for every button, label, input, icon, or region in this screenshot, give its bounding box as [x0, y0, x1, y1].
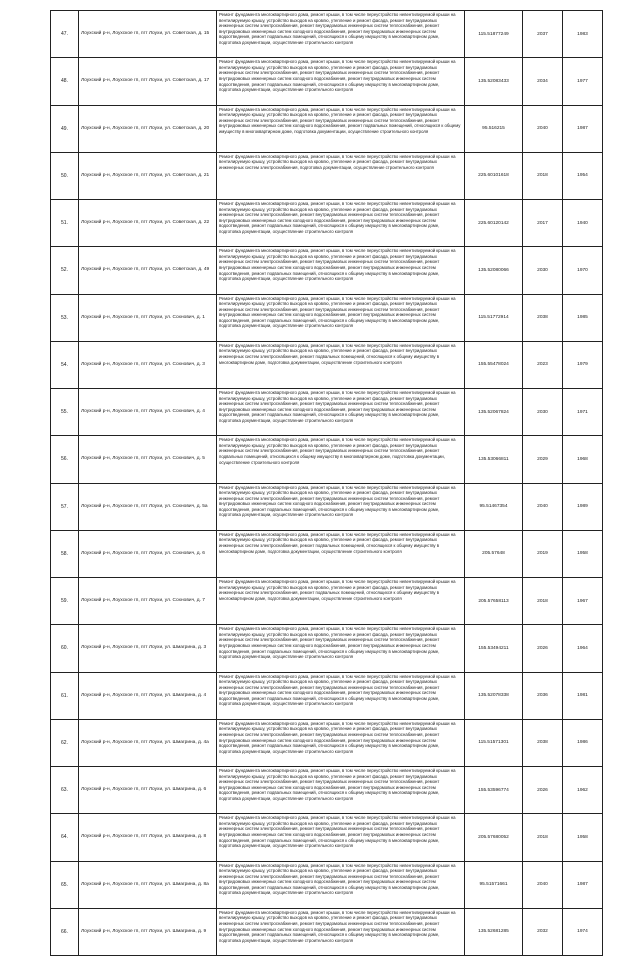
construction-year: 1964 [563, 625, 603, 672]
planned-year: 2029 [523, 436, 563, 483]
house-address: Лоухский р-н, Лоухское гп, пгт Лоухи, ул. Сохнович, д. 5а [79, 483, 217, 530]
house-address: Лоухский р-н, Лоухское гп, пгт Лоухи, ул. Шмагрина, д. 4а [79, 719, 217, 766]
planned-year: 2032 [523, 908, 563, 955]
table-row [51, 625, 603, 672]
repair-cost: 95.51467354 [465, 483, 523, 530]
table-row [51, 530, 603, 577]
table-row [51, 152, 603, 199]
table-row [51, 341, 603, 388]
repair-works: Ремонт фундамента многоквартирного дома, ремонт крыши, в том числе переустройство невентилируемой крыши на вентилируемую крышу, устройство выходов на кровлю, утепление и ремонт фасада, ремонт внутридомовых инженерных систем электроснабжения, ремонт подвальных помещений, относящихся к общему имуществу в многоквартирном доме, подготовка документации, осуществление строительного контроля [217, 341, 465, 388]
house-address: Лоухский р-н, Лоухское гп, пгт Лоухи, ул. Шмагрина, д. 4 [79, 672, 217, 719]
repair-works: Ремонт фундамента многоквартирного дома, ремонт крыши, в том числе переустройство невентилируемой крыши на вентилируемую крышу, устройство выходов на кровлю, утепление и ремонт фасада, ремонт внутридомовых инженерных систем электроснабжения, ремонт внутридомовых инженерных систем теплоснабжения, ремонт внутридомовых инженерных систем холодного водоснабжения, ремонт внутридомовых инженерных систем водоотведения, ремонт подвальных помещений, относящихся к общему имуществу в многоквартирном доме, подготовка документации, осуществление строительного контроля [217, 247, 465, 294]
repair-works: Ремонт фундамента многоквартирного дома, ремонт крыши, в том числе переустройство невентилируемой крыши на вентилируемую крышу, устройство выходов на кровлю, утепление и ремонт фасада, ремонт внутридомовых инженерных систем электроснабжения, ремонт внутридомовых инженерных систем теплоснабжения, ремонт внутридомовых инженерных систем холодного водоснабжения, ремонт внутридомовых инженерных систем водоотведения, ремонт подвальных помещений, относящихся к общему имуществу в многоквартирном доме, подготовка документации, осуществление строительного контроля [217, 908, 465, 955]
table-body [51, 11, 603, 956]
repair-cost: 225.60101618 [465, 152, 523, 199]
row-number: 55. [51, 389, 79, 436]
repair-works: Ремонт фундамента многоквартирного дома, ремонт крыши, в том числе переустройство невентилируемой крыши на вентилируемую крышу, устройство выходов на кровлю, утепление и ремонт фасада, ремонт внутридомовых инженерных систем электроснабжения, ремонт внутридомовых инженерных систем теплоснабжения, ремонт внутридомовых инженерных систем холодного водоснабжения, ремонт внутридомовых инженерных систем водоотведения, ремонт подвальных помещений, относящихся к общему имуществу в многоквартирном доме, подготовка документации, осуществление строительного контроля [217, 11, 465, 58]
repair-cost: 225.60120142 [465, 200, 523, 247]
row-number: 61. [51, 672, 79, 719]
row-number: 53. [51, 294, 79, 341]
planned-year: 2018 [523, 152, 563, 199]
table-row [51, 247, 603, 294]
row-number: 51. [51, 200, 79, 247]
planned-year: 2040 [523, 483, 563, 530]
repair-works: Ремонт фундамента многоквартирного дома, ремонт крыши, в том числе переустройство невентилируемой крыши на вентилируемую крышу, устройство выходов на кровлю, утепление и ремонт фасада, ремонт внутридомовых инженерных систем электроснабжения, ремонт внутридомовых инженерных систем теплоснабжения, ремонт внутридомовых инженерных систем холодного водоснабжения, ремонт внутридомовых инженерных систем водоотведения, ремонт подвальных помещений, относящихся к общему имуществу в многоквартирном доме, подготовка документации, осуществление строительного контроля [217, 861, 465, 908]
repair-cost: 155.53494211 [465, 625, 523, 672]
repair-cost: 135.52080066 [465, 247, 523, 294]
row-number: 65. [51, 861, 79, 908]
planned-year: 2023 [523, 341, 563, 388]
row-number: 49. [51, 105, 79, 152]
repair-works: Ремонт фундамента многоквартирного дома, ремонт крыши, в том числе переустройство невентилируемой крыши на вентилируемую крышу, устройство выходов на кровлю, утепление и ремонт фасада, ремонт внутридомовых инженерных систем электроснабжения, ремонт внутридомовых инженерных систем теплоснабжения, ремонт внутридомовых инженерных систем холодного водоснабжения, ремонт внутридомовых инженерных систем водоотведения, ремонт подвальных помещений, относящихся к общему имуществу в многоквартирном доме, подготовка документации, осуществление строительного контроля [217, 672, 465, 719]
table-row [51, 483, 603, 530]
construction-year: 1968 [563, 436, 603, 483]
repair-cost: 135.52681285 [465, 908, 523, 955]
table-row [51, 11, 603, 58]
construction-year: 1962 [563, 767, 603, 814]
row-number: 50. [51, 152, 79, 199]
planned-year: 2018 [523, 578, 563, 625]
repair-works: Ремонт фундамента многоквартирного дома, ремонт крыши, в том числе переустройство невентилируемой крыши на вентилируемую крышу, устройство выходов на кровлю, утепление и ремонт фасада, ремонт внутридомовых инженерных систем электроснабжения, ремонт подвальных помещений, относящихся к общему имуществу в многоквартирном доме, подготовка документации, осуществление строительного контроля [217, 578, 465, 625]
planned-year: 2036 [523, 672, 563, 719]
house-address: Лоухский р-н, Лоухское гп, пгт Лоухи, ул. Советская, д. 49 [79, 247, 217, 294]
table-row [51, 294, 603, 341]
construction-year: 1958 [563, 814, 603, 861]
construction-year: 1987 [563, 105, 603, 152]
house-address: Лоухский р-н, Лоухское гп, пгт Лоухи, ул. Шмагрина, д. 9 [79, 908, 217, 955]
row-number: 57. [51, 483, 79, 530]
house-address: Лоухский р-н, Лоухское гп, пгт Лоухи, ул. Советская, д. 15 [79, 11, 217, 58]
table-row [51, 200, 603, 247]
house-address: Лоухский р-н, Лоухское гп, пгт Лоухи, ул. Шмагрина, д. 6 [79, 767, 217, 814]
planned-year: 2017 [523, 200, 563, 247]
repair-works: Ремонт фундамента многоквартирного дома, ремонт крыши, в том числе переустройство невентилируемой крыши на вентилируемую крышу, устройство выходов на кровлю, утепление и ремонт фасада, ремонт внутридомовых инженерных систем электроснабжения, ремонт внутридомовых инженерных систем теплоснабжения, ремонт внутридомовых инженерных систем холодного водоснабжения, ремонт внутридомовых инженерных систем водоотведения, ремонт подвальных помещений, относящихся к общему имуществу в многоквартирном доме, подготовка документации, осуществление строительного контроля [217, 200, 465, 247]
planned-year: 2034 [523, 58, 563, 105]
repair-cost: 95.516215 [465, 105, 523, 152]
construction-year: 1967 [563, 578, 603, 625]
construction-year: 1983 [563, 11, 603, 58]
repair-cost: 95.51571661 [465, 861, 523, 908]
house-address: Лоухский р-н, Лоухское гп, пгт Лоухи, ул. Шмагрина, д. 3 [79, 625, 217, 672]
table-row [51, 672, 603, 719]
row-number: 64. [51, 814, 79, 861]
planned-year: 2030 [523, 247, 563, 294]
repair-works: Ремонт фундамента многоквартирного дома, ремонт крыши, в том числе переустройство невентилируемой крыши на вентилируемую крышу, устройство выходов на кровлю, утепление и ремонт фасада, ремонт внутридомовых инженерных систем электроснабжения, ремонт внутридомовых инженерных систем теплоснабжения, ремонт внутридомовых инженерных систем холодного водоснабжения, ремонт внутридомовых инженерных систем водоотведения, ремонт подвальных помещений, относящихся к общему имуществу в многоквартирном доме, подготовка документации, осуществление строительного контроля [217, 719, 465, 766]
planned-year: 2018 [523, 814, 563, 861]
capital-repair-table [50, 10, 603, 956]
repair-works: Ремонт фундамента многоквартирного дома, ремонт крыши, в том числе переустройство невентилируемой крыши на вентилируемую крышу, устройство выходов на кровлю, утепление и ремонт фасада, ремонт внутридомовых инженерных систем электроснабжения, ремонт внутридомовых инженерных систем теплоснабжения, ремонт внутридомовых инженерных систем холодного водоснабжения, ремонт внутридомовых инженерных систем водоотведения, ремонт подвальных помещений, относящихся к общему имуществу в многоквартирном доме, подготовка документации, осуществление строительного контроля [217, 294, 465, 341]
house-address: Лоухский р-н, Лоухское гп, пгт Лоухи, ул. Шмагрина, д. 8а [79, 861, 217, 908]
row-number: 54. [51, 341, 79, 388]
repair-cost: 205.57658113 [465, 578, 523, 625]
row-number: 63. [51, 767, 79, 814]
house-address: Лоухский р-н, Лоухское гп, пгт Лоухи, ул. Советская, д. 22 [79, 200, 217, 247]
house-address: Лоухский р-н, Лоухское гп, пгт Лоухи, ул. Сохнович, д. 3 [79, 341, 217, 388]
construction-year: 1977 [563, 58, 603, 105]
planned-year: 2030 [523, 389, 563, 436]
house-address: Лоухский р-н, Лоухское гп, пгт Лоухи, ул. Сохнович, д. 1 [79, 294, 217, 341]
construction-year: 1985 [563, 294, 603, 341]
table-row [51, 105, 603, 152]
house-address: Лоухский р-н, Лоухское гп, пгт Лоухи, ул. Сохнович, д. 5 [79, 436, 217, 483]
repair-cost: 155.53596774 [465, 767, 523, 814]
repair-cost: 205.57648 [465, 530, 523, 577]
construction-year: 1970 [563, 247, 603, 294]
repair-works: Ремонт фундамента многоквартирного дома, ремонт крыши, в том числе переустройство невентилируемой крыши на вентилируемую крышу, устройство выходов на кровлю, утепление и ремонт фасада, ремонт внутридомовых инженерных систем электроснабжения, ремонт внутридомовых инженерных систем теплоснабжения, ремонт внутридомовых инженерных систем холодного водоснабжения, ремонт внутридомовых инженерных систем водоотведения, ремонт подвальных помещений, относящихся к общему имуществу в многоквартирном доме, подготовка документации, осуществление строительного контроля [217, 767, 465, 814]
repair-cost: 115.51571301 [465, 719, 523, 766]
repair-works: Ремонт фундамента многоквартирного дома, ремонт крыши, в том числе переустройство невентилируемой крыши на вентилируемую крышу, устройство выходов на кровлю, утепление и ремонт фасада, ремонт внутридомовых инженерных систем электроснабжения, ремонт внутридомовых инженерных систем теплоснабжения, ремонт подвальных помещений, относящихся к общему имуществу в многоквартирном доме, подготовка документации, осуществление строительного контроля [217, 436, 465, 483]
house-address: Лоухский р-н, Лоухское гп, пгт Лоухи, ул. Сохнович, д. 6 [79, 530, 217, 577]
repair-works: Ремонт фундамента многоквартирного дома, ремонт крыши, в том числе переустройство невентилируемой крыши на вентилируемую крышу, устройство выходов на кровлю, утепление и ремонт фасада, ремонт внутридомовых инженерных систем электроснабжения, ремонт подвальных помещений, относящихся к общему имуществу в многоквартирном доме, подготовка документации, осуществление строительного контроля [217, 530, 465, 577]
row-number: 66. [51, 908, 79, 955]
repair-cost: 155.55478024 [465, 341, 523, 388]
row-number: 60. [51, 625, 79, 672]
table-row [51, 58, 603, 105]
house-address: Лоухский р-н, Лоухское гп, пгт Лоухи, ул. Шмагрина, д. 8 [79, 814, 217, 861]
table-row [51, 389, 603, 436]
row-number: 62. [51, 719, 79, 766]
repair-cost: 135.52067824 [465, 389, 523, 436]
construction-year: 1979 [563, 341, 603, 388]
planned-year: 2026 [523, 625, 563, 672]
house-address: Лоухский р-н, Лоухское гп, пгт Лоухи, ул. Советская, д. 21 [79, 152, 217, 199]
row-number: 52. [51, 247, 79, 294]
repair-works: Ремонт фундамента многоквартирного дома, ремонт крыши, в том числе переустройство невентилируемой крыши на вентилируемую крышу, устройство выходов на кровлю, утепление и ремонт фасада, ремонт внутридомовых инженерных систем электроснабжения, ремонт внутридомовых инженерных систем теплоснабжения, ремонт внутридомовых инженерных систем холодного водоснабжения, ремонт внутридомовых инженерных систем водоотведения, ремонт подвальных помещений, относящихся к общему имуществу в многоквартирном доме, подготовка документации, осуществление строительного контроля [217, 814, 465, 861]
table-row [51, 908, 603, 955]
table-row [51, 767, 603, 814]
planned-year: 2026 [523, 767, 563, 814]
repair-works: Ремонт фундамента многоквартирного дома, ремонт крыши, в том числе переустройство невентилируемой крыши на вентилируемую крышу, устройство выходов на кровлю, утепление и ремонт фасада, ремонт внутридомовых инженерных систем электроснабжения, ремонт внутридомовых инженерных систем теплоснабжения, ремонт внутридомовых инженерных систем холодного водоснабжения, ремонт внутридомовых инженерных систем водоотведения, ремонт подвальных помещений, относящихся к общему имуществу в многоквартирном доме, подготовка документации, осуществление строительного контроля [217, 483, 465, 530]
construction-year: 1954 [563, 152, 603, 199]
table-row [51, 719, 603, 766]
construction-year: 1981 [563, 672, 603, 719]
repair-works: Ремонт фундамента многоквартирного дома, ремонт крыши, в том числе переустройство невентилируемой крыши на вентилируемую крышу, устройство выходов на кровлю, утепление и ремонт фасада, ремонт внутридомовых инженерных систем электроснабжения, ремонт внутридомовых инженерных систем теплоснабжения, ремонт внутридомовых инженерных систем холодного водоснабжения, ремонт внутридомовых инженерных систем водоотведения, ремонт подвальных помещений, относящихся к общему имуществу в многоквартирном доме, подготовка документации, осуществление строительного контроля [217, 389, 465, 436]
construction-year: 1971 [563, 389, 603, 436]
house-address: Лоухский р-н, Лоухское гп, пгт Лоухи, ул. Сохнович, д. 7 [79, 578, 217, 625]
row-number: 48. [51, 58, 79, 105]
planned-year: 2038 [523, 294, 563, 341]
planned-year: 2038 [523, 719, 563, 766]
house-address: Лоухский р-н, Лоухское гп, пгт Лоухи, ул. Советская, д. 17 [79, 58, 217, 105]
repair-cost: 115.51772914 [465, 294, 523, 341]
construction-year: 1974 [563, 908, 603, 955]
repair-works: Ремонт фундамента многоквартирного дома, ремонт крыши, в том числе переустройство невентилируемой крыши на вентилируемую крышу, устройство выходов на кровлю, утепление и ремонт фасада, ремонт внутридомовых инженерных систем электроснабжения, подготовка документации, осуществление строительного контроля [217, 152, 465, 199]
document-page [50, 10, 602, 943]
repair-works: Ремонт фундамента многоквартирного дома, ремонт крыши, в том числе переустройство невентилируемой крыши на вентилируемую крышу, устройство выходов на кровлю, утепление и ремонт фасада, ремонт внутридомовых инженерных систем электроснабжения, ремонт внутридомовых инженерных систем теплоснабжения, ремонт внутридомовых инженерных систем холодного водоснабжения, ремонт внутридомовых инженерных систем водоотведения, ремонт подвальных помещений, относящихся к общему имуществу в многоквартирном доме, подготовка документации, осуществление строительного контроля [217, 625, 465, 672]
construction-year: 1989 [563, 483, 603, 530]
planned-year: 2019 [523, 530, 563, 577]
table-row [51, 814, 603, 861]
planned-year: 2040 [523, 105, 563, 152]
table-row [51, 861, 603, 908]
row-number: 59. [51, 578, 79, 625]
construction-year: 1958 [563, 530, 603, 577]
repair-cost: 135.52083433 [465, 58, 523, 105]
repair-works: Ремонт фундамента многоквартирного дома, ремонт крыши, в том числе переустройство невентилируемой крыши на вентилируемую крышу, устройство выходов на кровлю, утепление и ремонт фасада, ремонт внутридомовых инженерных систем электроснабжения, ремонт внутридомовых инженерных систем теплоснабжения, ремонт внутридомовых инженерных систем холодного водоснабжения, ремонт внутридомовых инженерных систем водоотведения, ремонт подвальных помещений, относящихся к общему имуществу в многоквартирном доме, подготовка документации, осуществление строительного контроля [217, 58, 465, 105]
planned-year: 2037 [523, 11, 563, 58]
construction-year: 1940 [563, 200, 603, 247]
repair-cost: 135.53066811 [465, 436, 523, 483]
row-number: 58. [51, 530, 79, 577]
repair-cost: 115.51877249 [465, 11, 523, 58]
row-number: 47. [51, 11, 79, 58]
construction-year: 1987 [563, 861, 603, 908]
construction-year: 1986 [563, 719, 603, 766]
table-row [51, 578, 603, 625]
house-address: Лоухский р-н, Лоухское гп, пгт Лоухи, ул. Сохнович, д. 4 [79, 389, 217, 436]
house-address: Лоухский р-н, Лоухское гп, пгт Лоухи, ул. Советская, д. 20 [79, 105, 217, 152]
table-row [51, 436, 603, 483]
repair-works: Ремонт фундамента многоквартирного дома, ремонт крыши, в том числе переустройство невентилируемой крыши на вентилируемую крышу, устройство выходов на кровлю, утепление и ремонт фасада, ремонт внутридомовых инженерных систем электроснабжения, ремонт внутридомовых инженерных систем теплоснабжения, ремонт внутридомовых инженерных систем холодного водоснабжения, ремонт подвальных помещений, относящихся к общему имуществу в многоквартирном доме, подготовка документации, осуществление строительного контроля [217, 105, 465, 152]
repair-cost: 135.52078338 [465, 672, 523, 719]
repair-cost: 205.57680052 [465, 814, 523, 861]
row-number: 56. [51, 436, 79, 483]
planned-year: 2040 [523, 861, 563, 908]
